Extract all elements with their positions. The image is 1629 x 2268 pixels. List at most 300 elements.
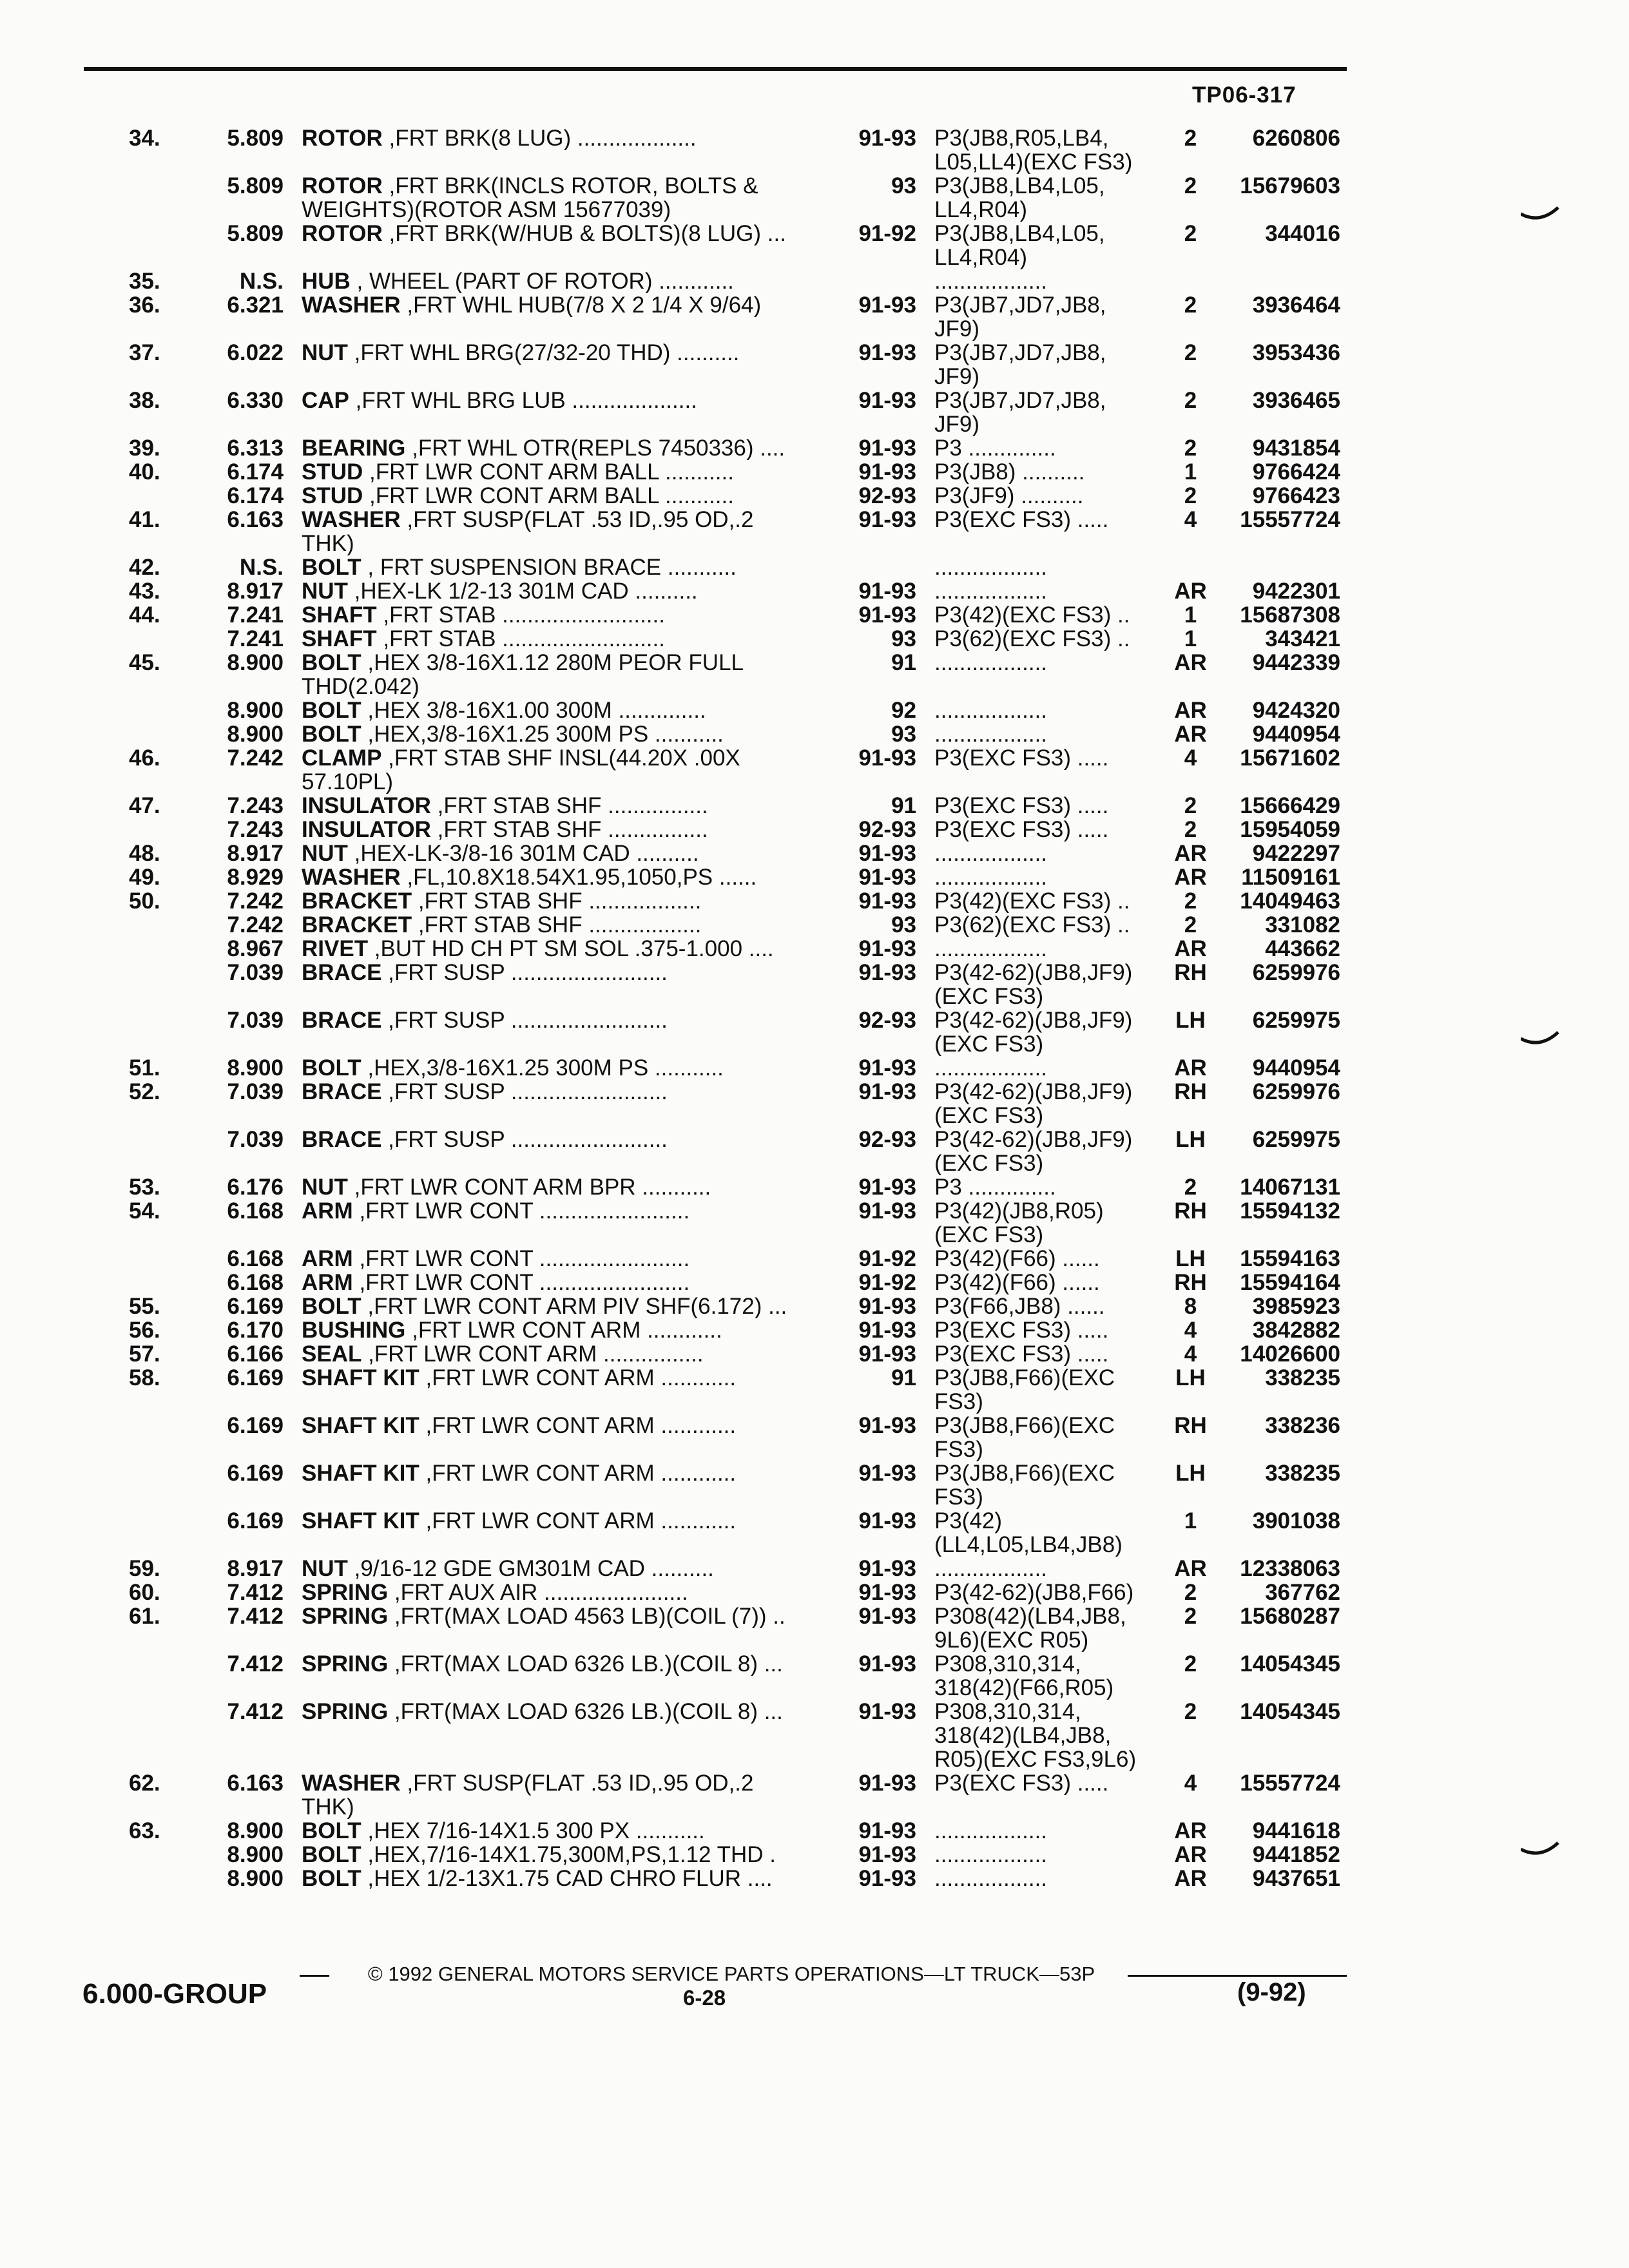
part-detail: ,FRT LWR CONT ARM BALL ........... [363, 484, 734, 508]
description [302, 1056, 830, 1080]
page-code: TP06-317 [1192, 82, 1296, 108]
ref-number: 53. [129, 1175, 160, 1200]
ref-number: 49. [129, 865, 160, 890]
model-years: 91-93 [858, 865, 916, 890]
group-number: 6.163 [227, 507, 284, 532]
options: P308,310,314, 318(42)(LB4,JB8, R05)(EXC FS3,9L6) [934, 1700, 1137, 1771]
description [302, 1604, 830, 1628]
table-row [0, 555, 1629, 579]
options: P3(42)(EXC FS3) .. [934, 889, 1130, 913]
description [302, 1771, 830, 1819]
quantity: 2 [1184, 388, 1197, 413]
options: P3(JB7,JD7,JB8, JF9) [934, 341, 1106, 389]
part-number: 338236 [1265, 1413, 1340, 1438]
part-name: SPRING [302, 1700, 389, 1724]
description [302, 1318, 830, 1342]
model-years: 91-93 [858, 388, 916, 413]
model-years: 91-93 [858, 1198, 916, 1224]
description [302, 841, 830, 865]
group-number: 5.809 [227, 173, 284, 198]
description [302, 174, 830, 222]
options: P3(JB8,R05,LB4, L05,LL4)(EXC FS3) [934, 126, 1133, 174]
table-row [0, 818, 1629, 841]
part-name: WASHER [302, 1771, 401, 1796]
table-row [0, 1318, 1629, 1342]
part-name: BOLT [302, 1843, 361, 1867]
part-name: STUD [302, 484, 363, 508]
part-detail: ,HEX 3/8-16X1.00 300M .............. [361, 698, 706, 722]
part-name: ROTOR [302, 222, 383, 245]
footer-copyright: © 1992 GENERAL MOTORS SERVICE PARTS OPERATIONS—LT TRUCK—53P [367, 1963, 1095, 1985]
table-row [0, 460, 1629, 484]
description [302, 1652, 830, 1676]
model-years: 91-93 [858, 1318, 916, 1343]
table-row [0, 126, 1629, 174]
ref-number: 50. [129, 889, 160, 914]
part-detail: ,FRT STAB SHF .................. [412, 889, 702, 913]
table-row [0, 1128, 1629, 1175]
group-number: 7.243 [227, 817, 284, 842]
part-detail: ,FRT SUSP ......................... [381, 961, 668, 985]
quantity: AR [1174, 936, 1207, 961]
part-name: BOLT [302, 1819, 361, 1843]
description [302, 436, 830, 460]
group-number: 6.169 [227, 1294, 284, 1319]
model-years: 93 [891, 626, 916, 651]
quantity: 2 [1184, 817, 1197, 842]
part-name: SHAFT KIT [302, 1509, 419, 1533]
part-number: 9431854 [1252, 436, 1340, 461]
ref-number: 36. [129, 293, 160, 318]
ref-number: 38. [129, 388, 160, 413]
part-detail: ,FRT STAB SHF ................ [430, 818, 708, 841]
part-name: CAP [302, 389, 349, 412]
part-number: 9424320 [1252, 698, 1340, 723]
part-name: BOLT [302, 698, 361, 722]
options: P3(EXC FS3) ..... [934, 1342, 1109, 1366]
quantity: 2 [1184, 293, 1197, 318]
model-years: 91-93 [858, 1651, 916, 1677]
group-number: 5.809 [227, 126, 284, 151]
model-years: 91-93 [858, 459, 916, 485]
options: .................. [934, 579, 1048, 603]
options: P3(42)(JB8,R05) (EXC FS3) [934, 1199, 1104, 1247]
table-row [0, 1247, 1629, 1271]
part-number: 6260806 [1252, 126, 1340, 151]
model-years: 91-93 [858, 1079, 916, 1104]
group-number: 7.412 [227, 1604, 284, 1629]
quantity: 1 [1184, 602, 1197, 628]
ref-number: 34. [129, 126, 160, 151]
ref-number: 41. [129, 507, 160, 532]
table-row [0, 1509, 1629, 1557]
description [302, 746, 830, 794]
model-years: 91-93 [858, 1604, 916, 1629]
part-detail: ,FRT WHL HUB(7/8 X 2 1/4 X 9/64) [400, 293, 762, 317]
quantity: AR [1174, 1556, 1207, 1581]
group-number: 7.241 [227, 602, 284, 628]
footer-group: 6.000-GROUP [82, 1978, 267, 2010]
part-detail: ,FRT WHL OTR(REPLS 7450336) .... [405, 436, 786, 460]
part-detail: ,FRT LWR CONT ARM ............ [419, 1414, 737, 1437]
part-name: BOLT [302, 1867, 361, 1890]
part-number: 15671602 [1240, 745, 1340, 771]
description [302, 722, 830, 746]
model-years: 91-93 [858, 745, 916, 771]
part-number: 9441618 [1252, 1818, 1340, 1843]
part-detail: ,FRT LWR CONT ........................ [352, 1271, 690, 1294]
part-name: NUT [302, 841, 348, 865]
part-detail: ,HEX,7/16-14X1.75,300M,PS,1.12 THD . [361, 1843, 776, 1867]
quantity: RH [1174, 960, 1207, 985]
ref-number: 61. [129, 1604, 160, 1629]
part-name: BRACKET [302, 889, 412, 913]
description [302, 1819, 830, 1843]
part-name: SHAFT [302, 603, 377, 627]
description [302, 1271, 830, 1294]
part-number: 6259976 [1252, 1079, 1340, 1104]
description [302, 1509, 830, 1533]
model-years: 91-93 [858, 340, 916, 365]
part-number: 343421 [1265, 626, 1340, 651]
description [302, 1294, 830, 1318]
options: .................. [934, 865, 1048, 889]
description [302, 222, 830, 245]
description [302, 889, 830, 913]
table-row [0, 1342, 1629, 1366]
quantity: 2 [1184, 1651, 1197, 1677]
quantity: AR [1174, 1818, 1207, 1843]
table-row [0, 889, 1629, 913]
part-detail: ,FRT LWR CONT ARM ................ [361, 1342, 704, 1366]
model-years: 91-93 [858, 1580, 916, 1605]
part-name: BRACE [302, 1128, 382, 1151]
part-name: BRACE [302, 1080, 382, 1104]
model-years: 91-93 [858, 1175, 916, 1200]
model-years: 91-93 [858, 1842, 916, 1867]
options: P3(62)(EXC FS3) .. [934, 627, 1130, 651]
part-detail: , FRT SUSPENSION BRACE ........... [361, 555, 737, 579]
part-number: 6259975 [1252, 1127, 1340, 1152]
model-years: 91-93 [858, 293, 916, 318]
options: .................. [934, 651, 1048, 675]
description [302, 389, 830, 412]
options: P3(F66,JB8) ...... [934, 1294, 1105, 1318]
margin-check-mark [1521, 206, 1559, 226]
ref-number: 48. [129, 841, 160, 866]
quantity: 2 [1184, 173, 1197, 198]
description [302, 937, 830, 961]
options: P3(42-62)(JB8,JF9) (EXC FS3) [934, 1128, 1133, 1175]
part-detail: ,FRT BRK(INCLS ROTOR, BOLTS & WEIGHTS)(ROTOR ASM 15677039) [302, 174, 758, 222]
options: P3(EXC FS3) ..... [934, 1318, 1109, 1342]
table-row [0, 746, 1629, 794]
options: P3(42)(EXC FS3) .. [934, 603, 1130, 627]
group-number: 7.412 [227, 1651, 284, 1677]
part-detail: ,HEX 3/8-16X1.12 280M PEOR FULL THD(2.042) [302, 651, 744, 698]
part-number: 14049463 [1240, 889, 1340, 914]
ref-number: 35. [129, 269, 160, 294]
quantity: 4 [1184, 745, 1197, 771]
model-years: 92-93 [858, 1127, 916, 1152]
model-years: 92-93 [858, 483, 916, 508]
table-row [0, 651, 1629, 698]
part-number: 3936465 [1252, 388, 1340, 413]
description [302, 341, 830, 365]
part-name: BOLT [302, 555, 361, 579]
description [302, 1175, 830, 1199]
group-number: 7.039 [227, 1079, 284, 1104]
group-number: 7.241 [227, 626, 284, 651]
description [302, 293, 830, 317]
group-number: 6.174 [227, 483, 284, 508]
options: .................. [934, 1056, 1048, 1080]
options: P3(42)(F66) ...... [934, 1247, 1100, 1271]
table-row [0, 722, 1629, 746]
part-number: 9440954 [1252, 722, 1340, 747]
ref-number: 39. [129, 436, 160, 461]
table-row [0, 1056, 1629, 1080]
description [302, 1700, 830, 1724]
description [302, 1080, 830, 1104]
part-name: WASHER [302, 865, 401, 889]
part-detail: ,FRT WHL BRG(27/32-20 THD) .......... [347, 341, 740, 365]
part-name: BOLT [302, 1056, 361, 1080]
group-number: 6.169 [227, 1508, 284, 1533]
part-detail: ,HEX,3/8-16X1.25 300M PS ........... [361, 1056, 724, 1080]
footer-rule-right [1128, 1975, 1347, 1977]
part-number: 338235 [1265, 1461, 1340, 1486]
model-years: 91-93 [858, 579, 916, 604]
table-row [0, 1819, 1629, 1843]
ref-number: 52. [129, 1079, 160, 1104]
options: .................. [934, 698, 1048, 722]
part-detail: ,FRT LWR CONT ARM PIV SHF(6.172) ... [361, 1294, 787, 1318]
part-number: 3953436 [1252, 340, 1340, 365]
quantity: LH [1175, 1365, 1206, 1390]
quantity: 4 [1184, 507, 1197, 532]
description [302, 1867, 830, 1890]
part-name: BRACKET [302, 913, 412, 937]
part-number: 3985923 [1252, 1294, 1340, 1319]
part-name: INSULATOR [302, 794, 431, 818]
group-number: 8.900 [227, 1055, 284, 1081]
description [302, 1843, 830, 1867]
ref-number: 55. [129, 1294, 160, 1319]
table-row [0, 1700, 1629, 1771]
table-row [0, 1652, 1629, 1700]
model-years: 91 [891, 650, 916, 675]
options: P3(42) (LL4,L05,LB4,JB8) [934, 1509, 1123, 1557]
part-detail: ,FRT AUX AIR ....................... [388, 1581, 688, 1604]
part-name: BUSHING [302, 1318, 406, 1342]
options: P3(EXC FS3) ..... [934, 794, 1109, 818]
table-row [0, 603, 1629, 627]
quantity: AR [1174, 841, 1207, 866]
options: P3(42-62)(JB8,JF9) (EXC FS3) [934, 961, 1133, 1008]
table-row [0, 1294, 1629, 1318]
quantity: 2 [1184, 436, 1197, 461]
description [302, 269, 830, 293]
options: P3(JB8,F66)(EXC FS3) [934, 1414, 1115, 1461]
description [302, 913, 830, 937]
model-years: 91-93 [858, 1055, 916, 1081]
table-row [0, 1843, 1629, 1867]
part-detail: ,BUT HD CH PT SM SOL .375-1.000 .... [368, 937, 774, 961]
table-row [0, 222, 1629, 269]
quantity: 8 [1184, 1294, 1197, 1319]
part-number: 9441852 [1252, 1842, 1340, 1867]
part-name: HUB [302, 269, 351, 293]
group-number: N.S. [239, 555, 284, 580]
part-number: 9422301 [1252, 579, 1340, 604]
model-years: 91-93 [858, 960, 916, 985]
options: P3(42-62)(JB8,F66) [934, 1581, 1134, 1604]
ref-number: 54. [129, 1198, 160, 1224]
part-number: 9440954 [1252, 1055, 1340, 1081]
group-number: 8.900 [227, 1842, 284, 1867]
part-name: ARM [302, 1271, 353, 1294]
group-number: 6.163 [227, 1771, 284, 1796]
options: P3(62)(EXC FS3) .. [934, 913, 1130, 937]
options: P308,310,314, 318(42)(F66,R05) [934, 1652, 1114, 1700]
description [302, 651, 830, 698]
part-number: 14054345 [1240, 1699, 1340, 1724]
part-detail: ,FRT LWR CONT ........................ [352, 1199, 690, 1223]
table-row [0, 1008, 1629, 1056]
footer-page-number: 6-28 [683, 1986, 726, 2010]
table-row [0, 389, 1629, 436]
quantity: AR [1174, 1055, 1207, 1081]
part-number: 367762 [1265, 1580, 1340, 1605]
group-number: 6.168 [227, 1270, 284, 1295]
quantity: 4 [1184, 1771, 1197, 1796]
top-rule [84, 67, 1347, 71]
model-years: 91-92 [858, 1246, 916, 1271]
part-name: ROTOR [302, 126, 383, 150]
group-number: N.S. [239, 269, 284, 294]
part-name: SPRING [302, 1652, 389, 1676]
options: P3(EXC FS3) ..... [934, 818, 1109, 841]
options: .................. [934, 937, 1048, 961]
quantity: 2 [1184, 1175, 1197, 1200]
part-number: 14054345 [1240, 1651, 1340, 1677]
options: P3 .............. [934, 1175, 1056, 1199]
quantity: LH [1175, 1246, 1206, 1271]
part-detail: ,FRT SUSP(FLAT .53 ID,.95 OD,.2 THK) [302, 508, 754, 555]
part-number: 14026600 [1240, 1341, 1340, 1367]
description [302, 555, 830, 579]
description [302, 627, 830, 651]
quantity: 1 [1184, 626, 1197, 651]
part-detail: ,FRT LWR CONT ARM ............ [405, 1318, 722, 1342]
model-years: 91 [891, 793, 916, 818]
quantity: LH [1175, 1008, 1206, 1033]
part-name: ROTOR [302, 174, 383, 198]
options: P3(EXC FS3) ..... [934, 746, 1109, 770]
quantity: 2 [1184, 912, 1197, 937]
description [302, 1557, 830, 1581]
part-detail: ,FRT LWR CONT ARM ............ [419, 1461, 737, 1485]
options: P308(42)(LB4,JB8, 9L6)(EXC R05) [934, 1604, 1126, 1652]
quantity: AR [1174, 1866, 1207, 1891]
part-number: 15679603 [1240, 173, 1340, 198]
table-row [0, 913, 1629, 937]
options: .................. [934, 1557, 1048, 1581]
quantity: AR [1174, 865, 1207, 890]
description [302, 794, 830, 818]
part-detail: ,FRT(MAX LOAD 6326 LB.)(COIL 8) ... [388, 1652, 783, 1676]
part-number: 331082 [1265, 912, 1340, 937]
table-row [0, 484, 1629, 508]
part-name: SHAFT KIT [302, 1461, 419, 1485]
model-years: 91-92 [858, 221, 916, 246]
part-detail: , WHEEL (PART OF ROTOR) ............ [350, 269, 734, 293]
quantity: LH [1175, 1127, 1206, 1152]
part-name: ARM [302, 1247, 353, 1271]
options: P3(EXC FS3) ..... [934, 508, 1109, 532]
quantity: 2 [1184, 793, 1197, 818]
part-detail: ,FRT STAB SHF ................ [430, 794, 708, 818]
model-years: 91-93 [858, 1508, 916, 1533]
quantity: 4 [1184, 1318, 1197, 1343]
model-years: 91-93 [858, 841, 916, 866]
ref-number: 40. [129, 459, 160, 485]
model-years: 91-93 [858, 1699, 916, 1724]
part-detail: ,FRT SUSP(FLAT .53 ID,.95 OD,.2 THK) [302, 1771, 754, 1819]
part-number: 344016 [1265, 221, 1340, 246]
options: P3(EXC FS3) ..... [934, 1771, 1109, 1795]
quantity: 2 [1184, 340, 1197, 365]
description [302, 1247, 830, 1271]
part-detail: ,HEX,3/8-16X1.25 300M PS ........... [361, 722, 724, 746]
description [302, 961, 830, 985]
quantity: LH [1175, 1461, 1206, 1486]
model-years: 91-93 [858, 436, 916, 461]
description [302, 460, 830, 484]
table-row [0, 293, 1629, 341]
options: P3(JF9) .......... [934, 484, 1084, 508]
part-name: BRACE [302, 961, 382, 985]
part-detail: ,FRT STAB SHF .................. [412, 913, 702, 937]
group-number: 6.169 [227, 1365, 284, 1390]
group-number: 7.242 [227, 889, 284, 914]
group-number: 8.900 [227, 1866, 284, 1891]
table-row [0, 1581, 1629, 1604]
part-name: ARM [302, 1199, 353, 1223]
table-row [0, 341, 1629, 389]
group-number: 8.900 [227, 650, 284, 675]
table-row [0, 1867, 1629, 1890]
table-row [0, 1771, 1629, 1819]
part-name: INSULATOR [302, 818, 431, 841]
part-number: 6259975 [1252, 1008, 1340, 1033]
part-number: 9422297 [1252, 841, 1340, 866]
model-years: 91-93 [858, 1866, 916, 1891]
group-number: 6.321 [227, 293, 284, 318]
group-number: 7.039 [227, 1127, 284, 1152]
model-years: 91 [891, 1365, 916, 1390]
group-number: 8.929 [227, 865, 284, 890]
group-number: 7.242 [227, 912, 284, 937]
group-number: 8.967 [227, 936, 284, 961]
model-years: 91-93 [858, 507, 916, 532]
group-number: 7.412 [227, 1580, 284, 1605]
part-detail: ,FRT LWR CONT ARM ............ [419, 1509, 737, 1533]
description [302, 818, 830, 841]
group-number: 8.900 [227, 1818, 284, 1843]
options: P3(42-62)(JB8,JF9) (EXC FS3) [934, 1008, 1133, 1056]
